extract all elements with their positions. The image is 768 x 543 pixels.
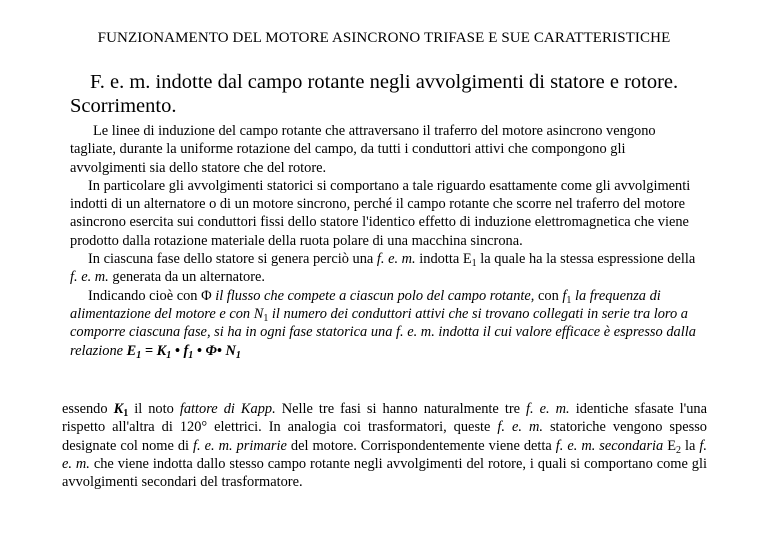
p4-text-a: Indicando cioè con Φ <box>88 287 216 304</box>
body-text <box>70 122 700 360</box>
p5-text-f: del motore. Corrispondentemente viene detta <box>286 437 556 454</box>
formula-dot-2: • Φ• N <box>193 342 236 359</box>
p4-text-c: con <box>534 287 563 304</box>
p5-text-d: identiche sfasate l'una rispetto all'altra di 120° elettrici. In analogia coi trasformatori, queste <box>62 401 707 436</box>
p3-text-d: generata da un alternatore. <box>108 269 265 286</box>
p3-fem-2: f. e. m. <box>70 269 109 286</box>
p5-fem-3: f. e. m. <box>62 437 707 472</box>
p5-e-sub: 2 <box>676 444 682 456</box>
p3-sub-1: 1 <box>471 258 477 270</box>
paragraph-2: In particolare gli avvolgimenti statorici si comportano a tale riguardo esattamente come gli avvolgimenti indotti di un alternatore o di un motore sincrono, perché il campo rotante che scorre nel traferro del motore asincrono esercita sui conduttori fissi dello statore l'identico effetto di induzione elettromagnetica che viene prodotto dalla rotazione materiale della ruota polare di una macchina sincrona. <box>70 177 691 249</box>
p5-primarie: f. e. m. primarie <box>193 437 287 454</box>
p4-text-e: il numero dei conduttori attivi che si trovano collegati in serie tra loro a comporre ciascuna fase, si ha in ogni fase statorica una f. e. m. indotta il cui valore efficace è espresso dalla relazione <box>70 305 696 359</box>
p5-text-g: E <box>663 437 677 454</box>
p5-text-e: statoriche vengono spesso designate col nome di <box>62 419 707 454</box>
p4-f: f <box>562 287 567 304</box>
p5-kapp: fattore di Kapp. <box>179 401 276 417</box>
p5-text-c: Nelle tre fasi si hanno naturalmente tre <box>275 401 527 417</box>
formula-k-sub: 1 <box>166 349 172 361</box>
p3-text-b: indotta E <box>415 251 472 268</box>
p3-fem-1: f. e. m. <box>376 251 416 268</box>
p4-text-b: il flusso che compete a ciascun polo del campo rotante, <box>215 287 535 304</box>
formula-e: E <box>126 342 137 359</box>
formula-n-sub: 1 <box>235 349 241 361</box>
paragraph-4 <box>70 287 700 360</box>
paragraph-1: Le linee di induzione del campo rotante che attraversano il traferro del motore asincrono vengono tagliate, durante la uniforme rotazione del campo, da tutti i conduttori attivi che compongono gli avvolgimenti sia dello statore che del rotore. <box>70 123 656 176</box>
formula <box>127 343 241 359</box>
formula-mid: = K <box>141 342 167 359</box>
closing-paragraph <box>62 400 707 491</box>
slide-header: FUNZIONAMENTO DEL MOTORE ASINCRONO TRIFASE E SUE CARATTERISTICHE <box>97 30 671 46</box>
section-title: F. e. m. indotte dal campo rotante negli avvolgimenti di statore e rotore. Scorrimento. <box>70 71 679 117</box>
p3-text-a: In ciascuna fase dello statore si genera perciò una <box>88 251 377 268</box>
p5-k: K <box>113 401 124 417</box>
p5-fem-1: f. e. m. <box>526 401 570 417</box>
paragraph-3 <box>70 250 700 287</box>
p4-f-sub: 1 <box>566 294 572 306</box>
p5-k-sub: 1 <box>123 408 129 419</box>
p5-text-a: essendo <box>62 401 114 417</box>
p5-text-h: la <box>681 437 700 454</box>
formula-e-sub: 1 <box>136 349 142 361</box>
p4-n-sub: 1 <box>263 312 269 324</box>
p5-text-b: il noto <box>128 401 180 417</box>
p4-text-d: la frequenza di alimentazione del motore e con N <box>70 287 661 322</box>
p5-secondaria: f. e. m. secondaria <box>555 437 664 454</box>
p5-text-i: che viene indotta dallo stesso campo rotante negli avvolgimenti del rotore, i quali si comportano come gli avvolgimenti secondari del trasformatore. <box>62 455 707 491</box>
formula-f-sub: 1 <box>188 349 194 361</box>
formula-dot-1: • f <box>171 342 189 359</box>
paragraph-5 <box>62 400 707 491</box>
p5-fem-2: f. e. m. <box>497 419 543 436</box>
p3-text-c: la quale ha la stessa espressione della <box>476 251 696 268</box>
